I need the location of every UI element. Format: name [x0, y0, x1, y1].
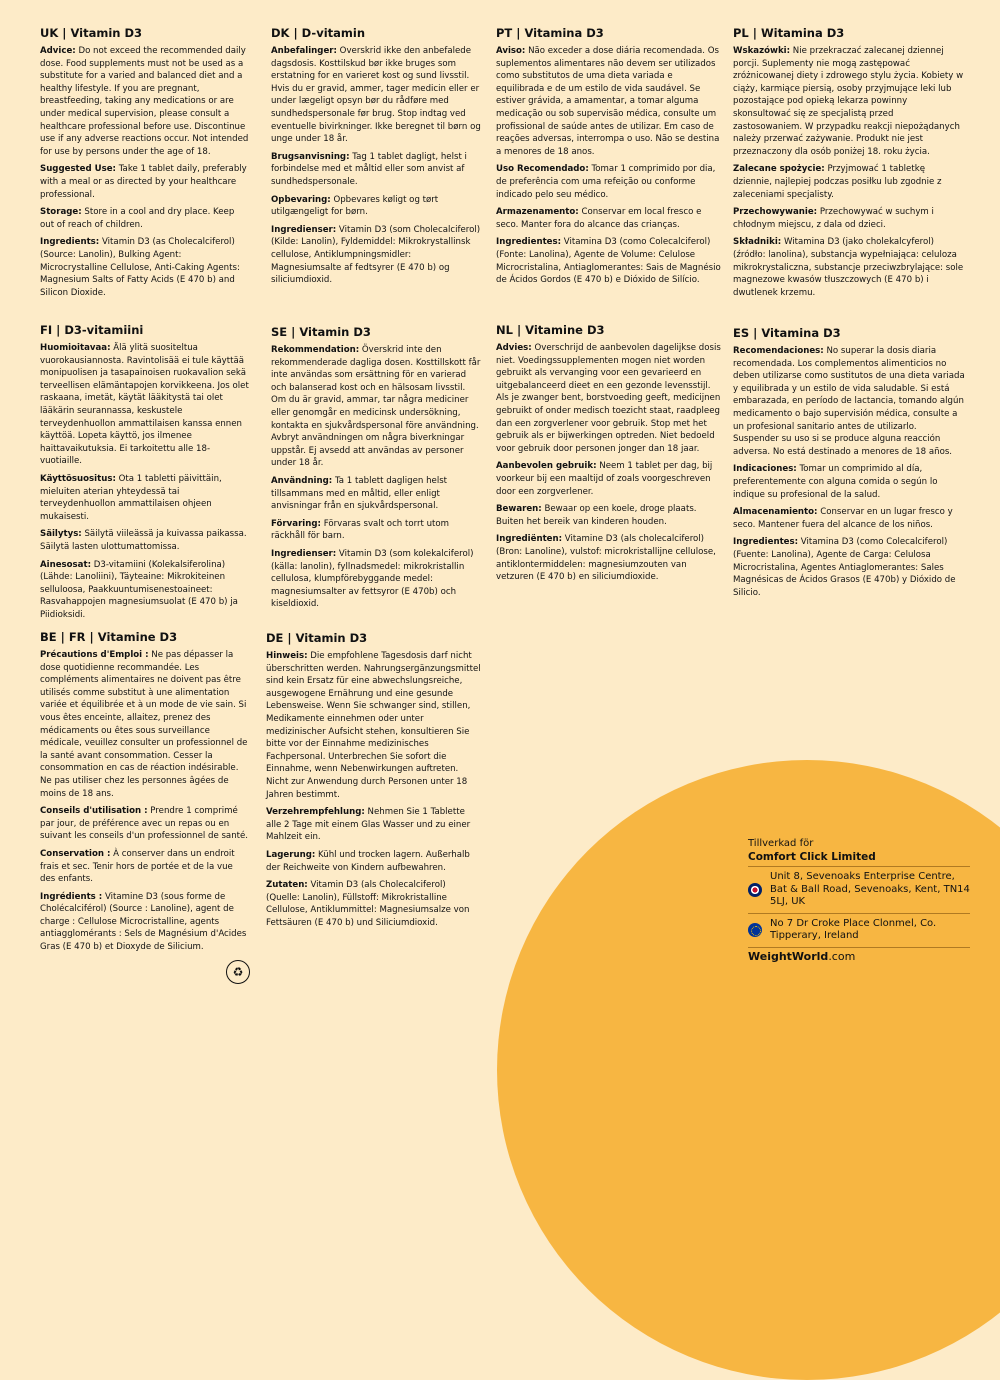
paragraph-text: Nie przekraczać zalecanej dziennej porcji. Suplementy nie mogą zastępować zróżnicowanej diety i zdrowego stylu życia. Kobiety w ciąży, karmiące piersią, osoby przyjmujące leki lub pozostające pod opieką lekarza powinny skonsultować się ze specjalistą przed zastosowaniem. W przypadku reakcji niepożądanych należy przerwać zażywanie. Produkt nie jest przeznaczony dla osób poniżej 18. roku życia. [733, 46, 964, 157]
paragraph-text: Opbevares køligt og tørt utilgængeligt for børn. [271, 194, 439, 218]
paragraph-text: Conservar en un lugar fresco y seco. Mantener fuera del alcance de los niños. [733, 507, 953, 530]
paragraph-label: Recomendaciones: [733, 346, 824, 356]
section-paragraph [40, 163, 250, 201]
section-paragraph [496, 503, 721, 528]
section-title: DE | Vitamin D3 [266, 631, 368, 645]
paragraph-text: Witamina D3 (jako cholekalcyferol) (źródło: lanolina), substancja wypełniająca: celuloza mikrokrystaliczna, substancje przeciwzbrylające: sole magnezowe kwasów tłuszczowych (E 470 b) i dwutlenek krzemu. [733, 237, 964, 298]
paragraph-label: Almacenamiento: [733, 507, 818, 518]
paragraph-label: Przechowywanie: [733, 207, 818, 218]
paragraph-text: Älä ylitä suositeltua vuorokausiannosta. Ravintolisää ei tule käyttää monipuolisen ja tasapainoisen ruokavalion sekä terveellisen elämäntapojen korvikkeena. Jos olet raskaana, imetät, käytät lääkitystä tai olet lääkärin seurannassa, keskustele terveydenhuollon ammattilaisen kanssa ennen käyttöä. Lopeta käyttö, jos ilmenee haittavaikutuksia. Ei tarkoitettu alle 18-vuotiaille. [40, 343, 249, 467]
paragraph-text: Do not exceed the recommended daily dose. Food supplements must not be used as a substitute for a varied and balanced diet and a healthy lifestyle. If you are pregnant, breastfeeding, taking any medications or are under medical supervision, please consult a healthcare professional before use. Discontinue use if any adverse reactions occur. Not intended for use by persons under the age of 18. [40, 46, 249, 157]
section-title: PT | Vitamina D3 [496, 26, 604, 40]
paragraph-text: Överskrid inte den rekommenderade dagliga dosen. Kosttillskott får inte användas som ersättning för en varierad och balanserad kost och en hälsosam livsstil. Om du är gravid, ammar, tar några mediciner eller genomgår en medicinsk undersökning, kontakta en sjukvårdspersonal före användning. Avbryt användningen om några biverkningar uppstår. Ej avsedd att användas av personer under 18 år. [271, 345, 481, 469]
section-paragraph [271, 194, 481, 219]
paragraph-text: Take 1 tablet daily, preferably with a meal or as directed by your healthcare professional. [40, 164, 247, 200]
paragraph-label: Zutaten: [266, 880, 308, 891]
section-title: FI | D3-vitamiini [40, 323, 144, 337]
eu-flag-icon [748, 923, 762, 937]
paragraph-label: Suggested Use: [40, 164, 116, 175]
brand-domain: .com [828, 949, 856, 963]
uk-flag-icon [748, 883, 762, 897]
section-title: NL | Vitamine D3 [496, 323, 605, 337]
section-pl [733, 26, 965, 304]
paragraph-text: Prendre 1 comprimé par jour, de préférence avec un repas ou en suivant les conseils d'un professionnel de santé. [40, 806, 249, 842]
section-uk [40, 26, 250, 304]
section-paragraph [733, 536, 965, 599]
paragraph-label: Conseils d'utilisation : [40, 806, 148, 817]
paragraph-label: Storage: [40, 207, 82, 218]
section-title: DK | D-vitamin [271, 26, 366, 40]
paragraph-label: Ingredientes: [496, 237, 562, 248]
paragraph-label: Aviso: [496, 46, 526, 56]
section-title: ES | Vitamina D3 [733, 326, 841, 340]
section-fi [40, 323, 250, 626]
paragraph-text: Ota 1 tabletti päivittäin, mieluiten aterian yhteydessä tai terveydenhuollon ammattilaisen ohjeen mukaisesti. [40, 473, 222, 522]
brand-name: WeightWorld [748, 949, 829, 963]
paragraph-text: Vitamin D3 (als Cholecalciferol) (Quelle: Lanolin), Füllstoff: Mikrokristalline Cellulose, Antiklummittel: Magnesiumsalze von Fettsäuren (E 470 b) und Siliciumdioxid. [266, 880, 470, 928]
paragraph-text: Vitamin D3 (as Cholecalciferol) (Source: Lanolin), Bulking Agent: Microcrystalline Cellulose, Anti-Caking Agents: Magnesium Salts of Fatty Acids (E 470 b) and Silicon Dioxide. [40, 237, 240, 298]
section-paragraph [271, 344, 481, 470]
paragraph-label: Käyttösuositus: [40, 473, 116, 484]
paragraph-text: Tag 1 tablet dagligt, helst i forbindelse med et måltid eller som anvist af sundhedspersonale. [271, 151, 467, 187]
paragraph-label: Verzehrempfehlung: [266, 807, 365, 818]
section-pt [496, 26, 721, 292]
paragraph-text: Tomar 1 comprimido por dia, de preferência com uma refeição ou conforme indicado pelo seu médico. [496, 164, 716, 200]
section-paragraph [733, 463, 965, 501]
section-de [266, 631, 481, 934]
paragraph-label: Ingredients: [40, 237, 100, 248]
company-name: Comfort Click Limited [748, 850, 876, 863]
paragraph-text: Ne pas dépasser la dose quotidienne recommandée. Les compléments alimentaires ne doivent pas être utilisés comme substitut à une alimentation variée et équilibrée et à un mode de vie sain. Si vous êtes enceinte, allaitez, prenez des médicaments ou êtes sous surveillance médicale, veuillez consulter un professionnel de la santé avant consommation. Cesser la consommation en cas de réaction indésirable. Ne pas utiliser chez les personnes âgées de moins de 18 ans. [40, 650, 248, 799]
section-paragraph [496, 460, 721, 498]
paragraph-label: Hinweis: [266, 651, 308, 661]
paragraph-label: Conservation : [40, 848, 111, 859]
section-nl [496, 323, 721, 589]
paragraph-label: Advies: [496, 343, 532, 353]
paragraph-label: Indicaciones: [733, 464, 797, 475]
section-paragraph [40, 528, 250, 553]
paragraph-text: Tomar un comprimido al día, preferentemente con alguna comida o según lo indique su profesional de la salud. [733, 464, 938, 500]
paragraph-label: Förvaring: [271, 518, 321, 529]
section-paragraph [266, 650, 481, 801]
paragraph-text: D3-vitamiini (Kolekalsiferolina) (Lähde: Lanoliini), Täyteaine: Mikrokiteinen selluloosa, Paakkuuntumisenestoaineet: Rasvahappojen magnesiumsuolat (E 470 b) ja Piidioksidi. [40, 559, 238, 620]
paragraph-label: Ingredientes: [733, 537, 799, 548]
paragraph-label: Anbefalinger: [271, 46, 337, 56]
section-paragraph [40, 473, 250, 523]
section-title: BE | FR | Vitamine D3 [40, 630, 178, 644]
paragraph-text: Nehmen Sie 1 Tablette alle 2 Tage mit einem Glas Wasser und zu einer Mahlzeit ein. [266, 807, 471, 843]
paragraph-text: Ta 1 tablett dagligen helst tillsammans med en måltid, eller enligt anvisningar från en sjukvårdspersonal. [271, 475, 448, 512]
paragraph-label: Uso Recomendado: [496, 164, 589, 175]
section-paragraph [496, 206, 721, 231]
paragraph-text: No superar la dosis diaria recomendada. Los complementos alimenticios no deben utilizarse como sustitutos de una dieta variada y equilibrada y un estilo de vida saludable. Si está embarazada, en período de lactancia, tomando algún medicamento o bajo supervisión médica, consulte a un profesional sanitario antes de utilizarlo. Suspender su uso si se produce alguna reacción adversa. No está destinado a menores de 18 años. [733, 346, 965, 457]
paragraph-label: Armazenamento: [496, 207, 579, 218]
paragraph-label: Ingredienser: [271, 224, 337, 235]
paragraph-text: Overschrijd de aanbevolen dagelijkse dosis niet. Voedingssupplementen mogen niet worden gebruikt als vervanging voor een gevarieerd en uitgebalanceerd dieet en een gezonde levensstijl. Als je zwanger bent, borstvoeding geeft, medicijnen gebruikt of onder medisch toezicht staat, raadpleeg dan een zorgverlener voor gebruik. Stop met het gebruik als er bijwerkingen optreden. Niet bedoeld voor gebruik door personen jonger dan 18 jaar. [496, 343, 721, 454]
paragraph-text: Neem 1 tablet per dag, bij voorkeur bij een maaltijd of zoals voorgeschreven door een zorgverlener. [496, 461, 713, 497]
paragraph-label: Huomioitavaa: [40, 343, 111, 353]
section-paragraph [733, 345, 965, 458]
paragraph-text: Store in a cool and dry place. Keep out of reach of children. [40, 207, 235, 230]
paragraph-label: Opbevaring: [271, 194, 331, 205]
paragraph-label: Advice: [40, 46, 76, 56]
section-paragraph [496, 533, 721, 583]
ie-address: No 7 Dr Croke Place Clonmel, Co. Tipperary, Ireland [770, 917, 937, 941]
section-paragraph [40, 45, 250, 158]
section-paragraph [271, 548, 481, 611]
paragraph-text: Vitamin D3 (som Cholecalciferol) (Kilde: Lanolin), Fyldemiddel: Mikrokrystallinsk cellulose, Antiklumpningsmidler: Magnesiumsalte af fedtsyrer (E 470 b) og siliciumdioxid. [271, 224, 481, 286]
paragraph-text: À conserver dans un endroit frais et sec. Tenir hors de portée et de la vue des enfants. [40, 848, 235, 885]
paragraph-label: Zalecane spożycie: [733, 164, 825, 175]
paragraph-text: Não exceder a dose diária recomendada. Os suplementos alimentares não devem ser utilizados como substitutos de uma dieta variada e equilibrada e de um estilo de vida saudável. Se estiver grávida, a amamentar, a tomar alguma medicação ou sob supervisão médica, consulte um profissional de saúde antes de utilizar. Em caso de reações adversas, interrompa o uso. Não se destina a menores de 18 anos. [496, 46, 720, 157]
paragraph-label: Ainesosat: [40, 559, 92, 570]
section-paragraph [733, 163, 965, 201]
section-paragraph [40, 805, 250, 843]
section-paragraph [40, 236, 250, 299]
section-paragraph [40, 891, 250, 954]
paragraph-label: Säilytys: [40, 529, 82, 540]
section-paragraph [733, 206, 965, 231]
uk-address-row [748, 866, 970, 913]
section-se [271, 325, 481, 616]
section-paragraph [496, 236, 721, 286]
uk-address: Unit 8, Sevenoaks Enterprise Centre, Bat & Ball Road, Sevenoaks, Kent, TN14 5LJ, UK [770, 871, 970, 907]
section-paragraph [271, 475, 481, 513]
manufacturer-block [748, 838, 970, 963]
made-for-label: Tillverkad för [748, 838, 814, 849]
section-paragraph [266, 849, 481, 874]
paragraph-label: Ingredienser: [271, 548, 337, 559]
section-paragraph [271, 518, 481, 543]
section-dk [271, 26, 481, 292]
section-paragraph [40, 342, 250, 468]
ie-address-row [748, 913, 970, 947]
section-paragraph [266, 879, 481, 929]
paragraph-text: Przyjmować 1 tabletkę dziennie, najlepiej podczas posiłku lub zgodnie z zaleceniami specjalisty. [733, 164, 942, 200]
section-paragraph [733, 45, 965, 158]
paragraph-text: Bewaar op een koele, droge plaats. Buiten het bereik van kinderen houden. [496, 504, 697, 527]
paragraph-label: Ingrediënten: [496, 534, 563, 545]
paragraph-label: Bewaren: [496, 504, 542, 515]
paragraph-text: Overskrid ikke den anbefalede dagsdosis. Kosttilskud bør ikke bruges som erstatning for en varieret kost og sund livsstil. Hvis du er gravid, ammer, tager medicin eller er under lægeligt opsyn bør du rådføre med sundhedspersonale før brug. Stop indtag ved eventuelle bivirkninger. Ikke beregnet til børn og unge under 18 år. [271, 46, 481, 145]
paragraph-text: Förvaras svalt och torrt utom räckhåll för barn. [271, 518, 450, 542]
paragraph-text: Säilytä viileässä ja kuivassa paikassa. Säilytä lasten ulottumattomissa. [40, 529, 247, 552]
section-paragraph [733, 236, 965, 299]
section-be-fr [40, 630, 250, 959]
paragraph-text: Vitamina D3 (como Colecalciferol) (Fonte: Lanolina), Agente de Volume: Celulose Microcristalina, Antiaglomerantes: Sais de Magnésio de Ácidos Gordos (E 470 b) e Dióxido de Silício. [496, 237, 721, 286]
paragraph-text: Conservar em local fresco e seco. Manter fora do alcance das crianças. [496, 207, 702, 230]
recycling-person-icon: ♻ [226, 960, 250, 984]
paragraph-label: Brugsanvisning: [271, 151, 350, 162]
paragraph-label: Ingrédients : [40, 891, 103, 902]
paragraph-label: Rekommendation: [271, 345, 360, 355]
section-paragraph [271, 45, 481, 146]
section-paragraph [266, 806, 481, 844]
section-paragraph [40, 848, 250, 886]
paragraph-text: Die empfohlene Tagesdosis darf nicht überschritten werden. Nahrungsergänzungsmittel sind kein Ersatz für eine abwechslungsreiche, ausgewogene Ernährung und eine gesunde Lebensweise. Wenn Sie schwanger sind, stillen, Medikamente einnehmen oder unter medizinischer Aufsicht stehen, konsultieren Sie bitte vor der Einnahme medizinisches Fachpersonal. Unterbrechen Sie sofort die Einnahme, wenn Nebenwirkungen auftreten. Nicht zur Anwendung durch Personen unter 18 Jahren bestimmt. [266, 651, 481, 800]
section-paragraph [40, 649, 250, 800]
paragraph-label: Składniki: [733, 237, 782, 248]
section-title: UK | Vitamin D3 [40, 26, 143, 40]
paragraph-text: Vitamine D3 (als cholecalciferol) (Bron: Lanoline), vulstof: microkristallijne cellulose, antiklontermiddelen: magnesiumzouten van vetzuren (E 470 b) en siliciumdioxide. [496, 534, 716, 583]
paragraph-label: Wskazówki: [733, 46, 791, 56]
paragraph-text: Kühl und trocken lagern. Außerhalb der Reichweite von Kindern aufbewahren. [266, 849, 470, 873]
paragraph-text: Vitamina D3 (como Colecalciferol) (Fuente: Lanolina), Agente de Carga: Celulosa Microcristalina, Agentes Antiaglomerantes: Sales Magnésicas de Ácidos Grasos (E 470b) y Dióxido de Silicio. [733, 537, 956, 598]
section-paragraph [40, 559, 250, 622]
section-paragraph [40, 206, 250, 231]
section-paragraph [496, 163, 721, 201]
paragraph-label: Lagerung: [266, 849, 316, 860]
brand-website[interactable] [748, 947, 970, 964]
section-paragraph [496, 342, 721, 455]
section-paragraph [733, 506, 965, 531]
paragraph-text: Vitamin D3 (som kolekalciferol) (källa: lanolin), fyllnadsmedel: mikrokristallin cellulosa, klumpförebyggande medel: magnesiumsalter av fettsyror (E 470b) och kiseldioxid. [271, 548, 474, 610]
paragraph-text: Przechowywać w suchym i chłodnym miejscu, z dala od dzieci. [733, 207, 934, 230]
paragraph-label: Précautions d'Emploi : [40, 650, 149, 660]
section-es [733, 326, 965, 604]
paragraph-text: Vitamine D3 (sous forme de Cholécalciférol) (Source : Lanoline), agent de charge : Cellulose Microcristalline, agents antiagglomérants : Sels de Magnésium d'Acides Gras (E 470 b) et Dioxyde de Silicium. [40, 891, 247, 953]
section-paragraph [271, 151, 481, 189]
section-paragraph [496, 45, 721, 158]
section-paragraph [271, 224, 481, 287]
section-title: SE | Vitamin D3 [271, 325, 371, 339]
section-title: PL | Witamina D3 [733, 26, 845, 40]
paragraph-label: Aanbevolen gebruik: [496, 461, 597, 472]
paragraph-label: Användning: [271, 475, 333, 486]
